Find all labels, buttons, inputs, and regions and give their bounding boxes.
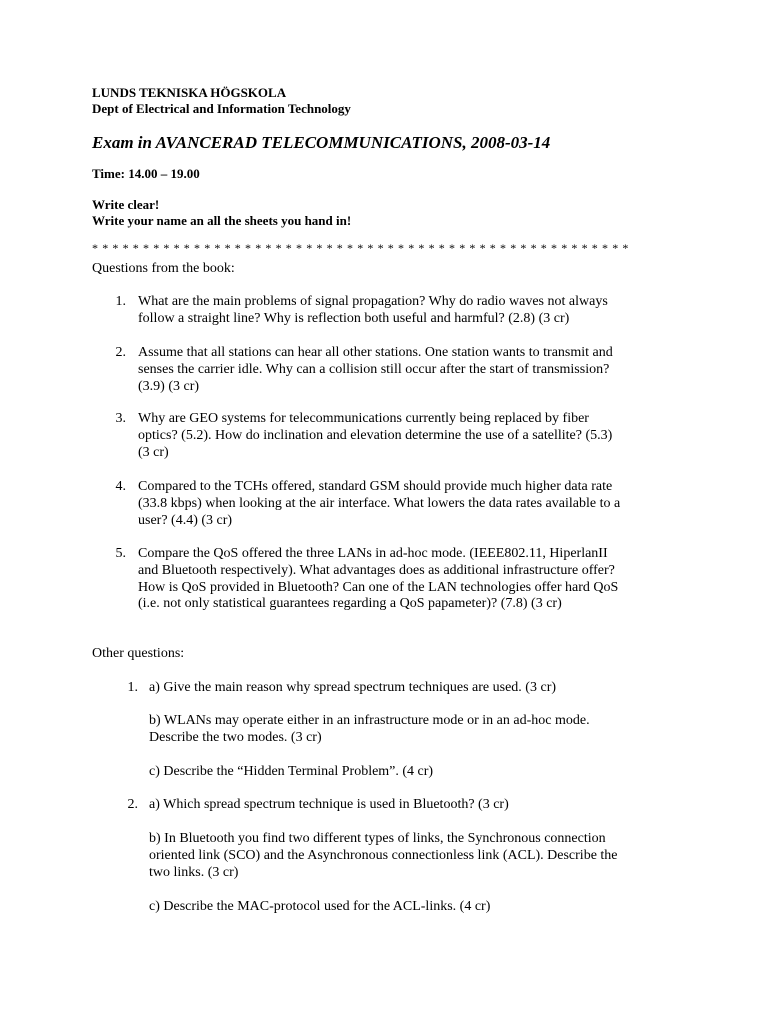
question-line: What are the main problems of signal propagation? Why do radio waves not always	[138, 294, 608, 309]
question-line: (3.9) (3 cr)	[138, 378, 200, 394]
question-line: c) Describe the MAC-protocol used for the ACL-links. (4 cr)	[149, 899, 491, 914]
question-line: and Bluetooth respectively). What advantages does as additional infrastructure offer?	[138, 562, 615, 578]
question-line: (i.e. not only statistical guarantees regarding a QoS papameter)? (7.8) (3 cr)	[138, 596, 562, 612]
question-number: 3.	[115, 411, 126, 426]
question-line: follow a straight line? Why is reflection both useful and harmful? (2.8) (3 cr)	[138, 310, 570, 326]
question-line: optics? (5.2). How do inclination and elevation determine the use of a satellite? (5.3)	[138, 427, 613, 443]
question-line: Compare the QoS offered the three LANs in ad-hoc mode. (IEEE802.11, HiperlanII	[138, 546, 608, 561]
exam-time: Time: 14.00 – 19.00	[92, 166, 200, 181]
question-part	[149, 831, 618, 881]
question-line: a) Give the main reason why spread spectrum techniques are used. (3 cr)	[149, 680, 557, 695]
question-line: How is QoS provided in Bluetooth? Can one of the LAN technologies offer hard QoS	[138, 579, 619, 595]
question-text	[138, 294, 608, 328]
question-line: Assume that all stations can hear all other stations. One station wants to transmit and	[138, 345, 613, 360]
question-line: Describe the two modes. (3 cr)	[149, 729, 322, 745]
question-number: 4.	[115, 479, 126, 494]
question-text	[138, 546, 618, 613]
question-number: 5.	[115, 546, 126, 561]
question-line: b) In Bluetooth you find two different types of links, the Synchronous connection	[149, 831, 606, 846]
question-part	[149, 899, 490, 916]
other-questions-heading: Other questions:	[92, 646, 185, 661]
question-line: Why are GEO systems for telecommunications currently being replaced by fiber	[138, 411, 589, 426]
question-line: oriented link (SCO) and the Asynchronous connectionless link (ACL). Describe the	[149, 847, 618, 863]
question-line: a) Which spread spectrum technique is used in Bluetooth? (3 cr)	[149, 797, 509, 812]
exam-title: Exam in AVANCERAD TELECOMMUNICATIONS, 2008-03-14	[92, 133, 551, 152]
school-name: LUNDS TEKNISKA HÖGSKOLA	[92, 85, 287, 100]
question-line: b) WLANs may operate either in an infrastructure mode or in an ad-hoc mode.	[149, 713, 590, 728]
question-part	[149, 764, 433, 781]
question-line: user? (4.4) (3 cr)	[138, 512, 233, 528]
question-line: c) Describe the “Hidden Terminal Problem”. (4 cr)	[149, 764, 434, 779]
question-text	[138, 479, 620, 529]
instruction-write-clear: Write clear!	[92, 197, 160, 212]
department-name: Dept of Electrical and Information Technology	[92, 101, 351, 116]
question-number: 2.	[127, 797, 138, 812]
question-line: (3 cr)	[138, 444, 169, 460]
separator-stars: * * * * * * * * * * * * * * * * * * * * * * * * * * * * * * * * * * * * * * * * * * * * * * * * * * * * *	[92, 241, 629, 255]
question-part	[149, 713, 590, 747]
question-line: senses the carrier idle. Why can a collision still occur after the start of transmission?	[138, 361, 610, 377]
instruction-write-name: Write your name an all the sheets you hand in!	[92, 213, 352, 228]
question-line: (33.8 kbps) when looking at the air interface. What lowers the data rates available to a	[138, 495, 621, 511]
question-number: 1.	[127, 680, 138, 695]
book-questions-heading: Questions from the book:	[92, 261, 235, 276]
question-text	[138, 345, 613, 395]
question-line: Compared to the TCHs offered, standard GSM should provide much higher data rate	[138, 479, 613, 494]
question-text	[138, 411, 612, 461]
question-line: two links. (3 cr)	[149, 864, 239, 880]
question-part	[149, 680, 556, 697]
question-number: 2.	[115, 345, 126, 360]
question-number: 1.	[115, 294, 126, 309]
question-part	[149, 797, 509, 814]
